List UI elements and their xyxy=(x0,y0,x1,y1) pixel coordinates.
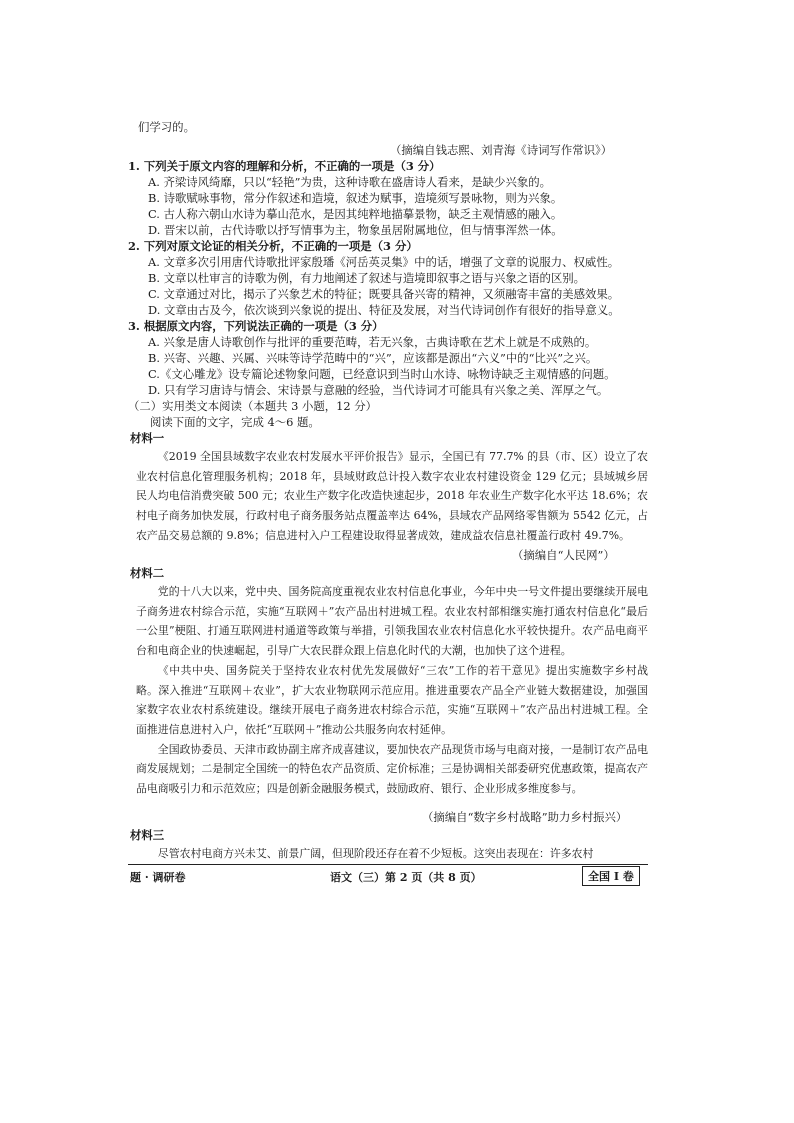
question-3-option-d: D. 只有学习唐诗与情会、宋诗景与意融的经验，当代诗词才可能具有兴象之美、浑厚之气。 xyxy=(148,383,609,397)
question-1-option-a: A. 齐梁诗风绮靡，只以“轻艳”为贵，这种诗歌在盛唐诗人看来，是缺少兴象的。 xyxy=(148,175,552,189)
intro-tail: 们学习的。 xyxy=(138,120,195,134)
material-3-title: 材料三 xyxy=(130,828,165,842)
material-1-paragraph: 《2019 全国县域数字农业农村发展水平评价报告》显示，全国已有 77.7% 的县（市、区）设立了农业农村信息化管理服务机构；2018 年，县域财政总计投入数字农业农村建设资金 129 亿元；县域城乡居民人均电信消费突破 500 元；农业生产数字化改造快速起步，2018 年农业生产数字化水平达 18.6%；农村电子商务加快发展，行政村电子商务服务站点覆盖率达 64%，县域农产品网络零售额为 5542 亿元，占农产品交易总额的 9.8%；信息进村入户工程建设取得显著成效，建成益农信息社覆盖行政村 49.7%。 xyxy=(136,450,648,542)
question-1-option-c: C. 古人称六朝山水诗为摹山范水，是因其纯粹地描摹景物，缺乏主观情感的融入。 xyxy=(148,207,563,221)
section-2-instruction: 阅读下面的文字，完成 4～6 题。 xyxy=(150,415,320,429)
section-2-title: （二）实用类文本阅读（本题共 3 小题，12 分） xyxy=(128,399,378,413)
material-2-paragraph-2: 《中共中央、国务院关于坚持农业农村优先发展做好“三农”工作的若干意见》提出实施数字乡村战略。深入推进“互联网＋农业”，扩大农业物联网示范应用。推进重要农产品全产业链大数据建设，加强国家数字农业农村系统建设。继续开展电子商务进农村综合示范，实施“互联网＋”农产品出村进城工程。全面推进信息进村入户，依托“互联网＋”推动公共服务向农村延伸。 xyxy=(136,663,648,736)
question-2-option-a: A. 文章多次引用唐代诗歌批评家殷璠《河岳英灵集》中的话，增强了文章的说服力、权威性。 xyxy=(148,255,620,269)
question-1-option-b: B. 诗歌赋咏事物，常分作叙述和造境，叙述为赋事，造境须写景咏物，则为兴象。 xyxy=(148,191,563,205)
material-2-source: （摘编自“数字乡村战略”助力乡村振兴） xyxy=(422,810,628,824)
material-2-paragraph-1: 党的十八大以来，党中央、国务院高度重视农业农村信息化事业，今年中央一号文件提出要继续开展电子商务进农村综合示范，实施“互联网＋”农产品出村进城工程。农业农村部相继实施打通农村信息化“最后一公里”梗阻、打通互联网进村通道等政策与举措，引领我国农业农村信息化水平较快提升。农产品电商平台和电商企业的快速崛起，引导广大农民群众跟上信息化时代的大潮，也加快了这个进程。 xyxy=(136,585,648,658)
question-1-stem: 1. 下列关于原文内容的理解和分析，不正确的一项是（3 分） xyxy=(128,159,441,173)
material-1-body xyxy=(136,447,648,546)
material-3-paragraph: 尽管农村电商方兴未艾、前景广阔，但现阶段还存在着不少短板。这突出表现在：许多农村 xyxy=(157,847,594,860)
question-3-option-a: A. 兴象是唐人诗歌创作与批评的重要范畴，若无兴象，古典诗歌在艺术上就是不成熟的。 xyxy=(148,335,597,349)
question-3-option-c: C.《文心雕龙》设专篇论述物象问题，已经意识到当时山水诗、咏物诗缺乏主观情感的问题。 xyxy=(148,367,616,381)
footer-page-number: 语文（三）第 2 页（共 8 页） xyxy=(330,871,482,884)
question-2-option-d: D. 文章由古及今，依次谈到兴象说的提出、特征及发展，对当代诗词创作有很好的指导意义。 xyxy=(148,303,620,317)
question-1-option-d: D. 晋宋以前，古代诗歌以抒写情事为主，物象虽居附属地位，但与情事浑然一体。 xyxy=(148,223,563,237)
material-2-paragraph-3: 全国政协委员、天津市政协副主席齐成喜建议，要加快农产品现货市场与电商对接，一是制订农产品电商发展规划；二是制定全国统一的特色农产品资质、定价标准；三是协调相关部委研究优惠政策，提高农产品电商吸引力和示范效应；四是创新金融服务模式，鼓励政府、银行、企业形成多维度参与。 xyxy=(136,742,648,796)
footer-rule xyxy=(128,864,648,865)
question-2-option-b: B. 文章以杜审言的诗歌为例，有力地阐述了叙述与造境即叙事之语与兴象之语的区别。 xyxy=(148,271,586,285)
source-citation-1: （摘编自钱志熙、刘青海《诗词写作常识》） xyxy=(390,143,613,157)
material-3-body xyxy=(136,844,648,864)
material-1-source: （摘编自“人民网”） xyxy=(512,548,615,562)
question-3-stem: 3. 根据原文内容，下列说法正确的一项是（3 分） xyxy=(128,319,384,333)
question-3-option-b: B. 兴寄、兴趣、兴属、兴味等诗学范畴中的“兴”，应该都是源出“六义”中的“比兴”之兴。 xyxy=(148,351,598,365)
material-1-title: 材料一 xyxy=(130,431,165,445)
footer-left-label: 题 · 调研卷 xyxy=(130,871,186,884)
question-2-stem: 2. 下列对原文论证的相关分析，不正确的一项是（3 分） xyxy=(128,239,418,253)
material-2-title: 材料二 xyxy=(130,566,165,580)
footer-edition-badge: 全国 I 卷 xyxy=(582,866,640,886)
material-2-body xyxy=(136,582,648,799)
question-2-option-c: C. 文章通过对比，揭示了兴象艺术的特征；既要具备兴寄的精神，又须融寄丰富的美感效果。 xyxy=(148,287,620,301)
